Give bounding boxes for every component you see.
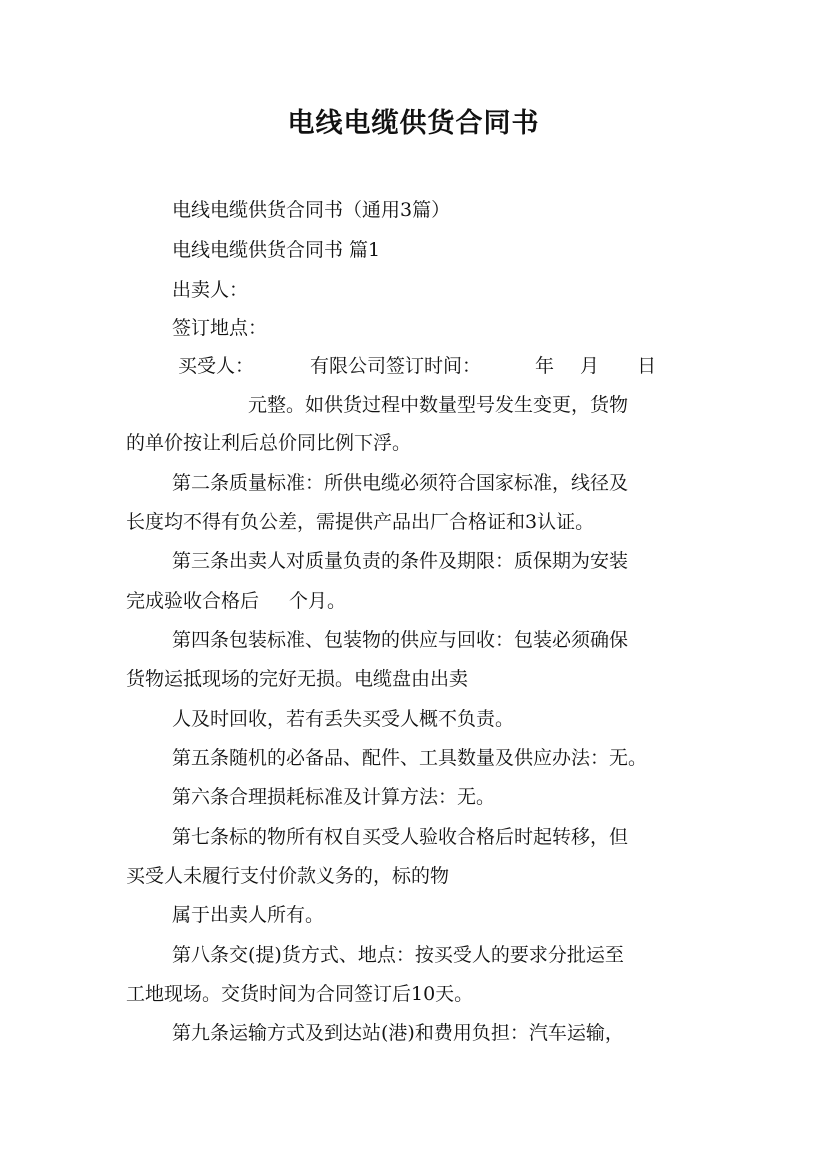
buyer-label: 买受人： xyxy=(178,355,255,377)
article-2-line-2: 长度均不得有负公差，需提供产品出厂合格证和3认证。 xyxy=(126,511,595,533)
article-4-line-3: 人及时回收，若有丢失买受人概不负责。 xyxy=(172,708,515,730)
signing-place-label: 签订地点： xyxy=(172,317,268,339)
article-8-line-1: 第八条交(提)货方式、地点：按买受人的要求分批运至 xyxy=(172,944,624,966)
document-title: 电线电缆供货合同书 xyxy=(287,108,540,139)
article-9-line-1: 第九条运输方式及到达站(港)和费用负担：汽车运输， xyxy=(172,1022,624,1044)
article-2-line-1: 第二条质量标准：所供电缆必须符合国家标准，线径及 xyxy=(172,472,629,494)
section-heading: 电线电缆供货合同书 篇1 xyxy=(172,239,381,261)
year-label: 年 xyxy=(535,355,555,377)
article-8-line-2: 工地现场。交货时间为合同签订后10天。 xyxy=(126,983,474,1005)
article-3-months: 个月。 xyxy=(289,590,347,612)
company-signing-time: 有限公司签订时间： xyxy=(310,355,482,377)
buyer-signing-line xyxy=(178,351,656,381)
article-3-line-1: 第三条出卖人对质量负责的条件及期限：质保期为安装 xyxy=(172,550,629,572)
article-7-line-1: 第七条标的物所有权自买受人验收合格后时起转移，但 xyxy=(172,826,629,848)
article-7-line-3: 属于出卖人所有。 xyxy=(172,904,325,926)
seller-label: 出卖人： xyxy=(172,279,249,301)
article-7-line-2: 买受人未履行支付价款义务的，标的物 xyxy=(126,865,450,887)
article-6: 第六条合理损耗标准及计算方法：无。 xyxy=(172,786,496,808)
article-4-line-1: 第四条包装标准、包装物的供应与回收：包装必须确保 xyxy=(172,629,629,651)
article-5: 第五条随机的必备品、配件、工具数量及供应办法：无。 xyxy=(172,747,648,769)
price-line-1: 元整。如供货过程中数量型号发生变更，货物 xyxy=(248,394,629,416)
day-label: 日 xyxy=(637,355,657,377)
article-3-line-2 xyxy=(126,586,346,616)
article-3-warranty-text: 完成验收合格后 xyxy=(126,590,260,612)
subtitle: 电线电缆供货合同书（通用3篇） xyxy=(172,199,451,221)
month-label: 月 xyxy=(580,355,600,377)
price-line-2: 的单价按让利后总价同比例下浮。 xyxy=(126,432,412,454)
article-4-line-2: 货物运抵现场的完好无损。电缆盘由出卖 xyxy=(126,668,469,690)
